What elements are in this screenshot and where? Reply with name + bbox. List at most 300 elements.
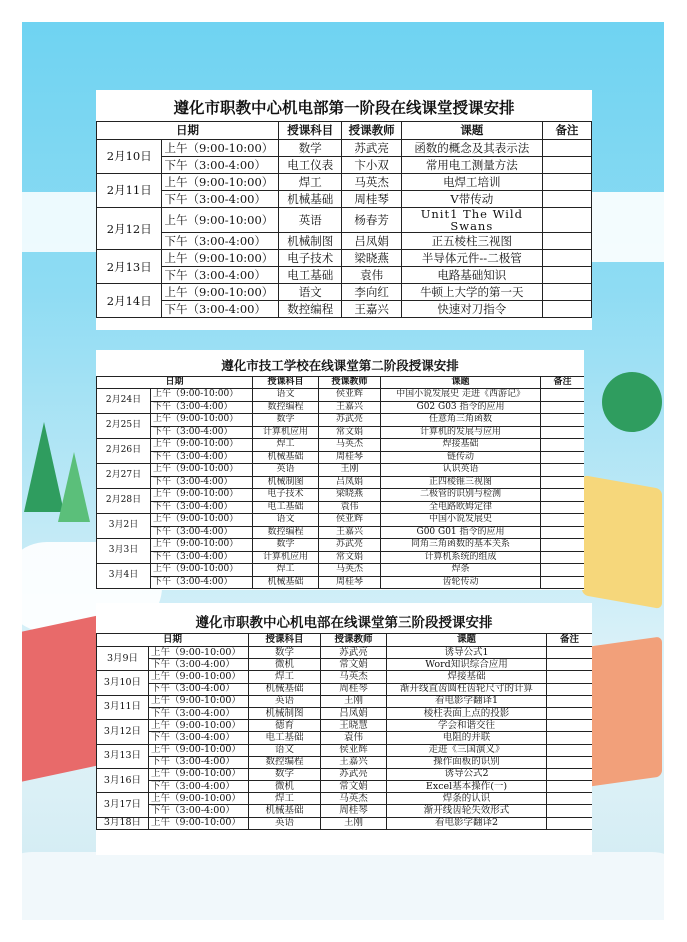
time-cell: 下午（3:00-4:00） (151, 501, 253, 514)
tree-decoration (602, 372, 662, 432)
teacher-cell: 周桂琴 (342, 191, 401, 208)
topic-cell: 计算机的发展与应用 (381, 426, 541, 439)
topic-cell: 正四棱锥三视图 (381, 476, 541, 489)
subject-cell: 英语 (279, 208, 342, 233)
date-cell: 3月3日 (97, 539, 151, 564)
note-cell (542, 284, 591, 301)
note-cell (547, 671, 592, 683)
sheet-title: 遵化市职教中心机电部在线课堂第三阶段授课安排 (195, 615, 493, 631)
topic-cell: 同角三角函数的基本关系 (381, 539, 541, 552)
date-cell: 3月16日 (97, 768, 149, 792)
subject-cell: 数学 (279, 140, 342, 157)
note-cell (541, 576, 584, 589)
subject-cell: 微机 (249, 781, 321, 793)
table-row (97, 140, 592, 157)
topic-cell: 电路基础知识 (401, 267, 542, 284)
table-row (97, 284, 592, 301)
date-cell: 2月27日 (97, 464, 151, 489)
note-cell (547, 720, 592, 732)
note-cell (547, 647, 592, 659)
date-cell: 3月18日 (97, 817, 149, 829)
time-cell: 下午（3:00-4:00） (151, 476, 253, 489)
note-cell (542, 250, 591, 267)
note-cell (541, 414, 584, 427)
subject-cell: 机械基础 (249, 683, 321, 695)
subject-cell: 焊工 (253, 439, 319, 452)
table-row (97, 732, 593, 744)
topic-cell: 齿轮传动 (381, 576, 541, 589)
teacher-cell: 袁伟 (342, 267, 401, 284)
teacher-cell: 袁伟 (319, 501, 381, 514)
schedule-sheet-phase-1 (96, 90, 592, 330)
topic-cell: 走进《三国演义》 (387, 744, 547, 756)
time-cell: 上午（9:00-10:00） (151, 489, 253, 502)
teacher-cell: 常文娟 (319, 426, 381, 439)
table-row (97, 551, 585, 564)
table-row (97, 191, 592, 208)
teacher-cell: 王刚 (321, 695, 387, 707)
subject-cell: 数控编程 (249, 756, 321, 768)
time-cell: 下午（3:00-4:00） (149, 659, 249, 671)
table-row (97, 720, 593, 732)
header-note: 备注 (542, 122, 591, 140)
topic-cell: 电焊工培训 (401, 174, 542, 191)
topic-cell: 操作面板的识别 (387, 756, 547, 768)
teacher-cell: 常文娟 (321, 781, 387, 793)
note-cell (541, 526, 584, 539)
teacher-cell: 王刚 (319, 464, 381, 477)
table-row (97, 793, 593, 805)
time-cell: 上午（9:00-10:00） (149, 793, 249, 805)
header-topic: 课题 (381, 377, 541, 389)
teacher-cell: 卞小双 (342, 157, 401, 174)
teacher-cell: 常文娟 (319, 551, 381, 564)
teacher-cell: 周桂琴 (321, 683, 387, 695)
note-cell (541, 439, 584, 452)
note-cell (547, 683, 592, 695)
table-header-row (97, 122, 592, 140)
time-cell: 上午（9:00-10:00） (162, 208, 279, 233)
teacher-cell: 马英杰 (319, 439, 381, 452)
header-note: 备注 (547, 634, 592, 647)
topic-cell: 二极管的识别与检测 (381, 489, 541, 502)
note-cell (541, 389, 584, 402)
teacher-cell: 苏武亮 (321, 647, 387, 659)
teacher-cell: 苏武亮 (319, 539, 381, 552)
header-subject: 授课科目 (249, 634, 321, 647)
note-cell (547, 732, 592, 744)
table-row (97, 233, 592, 250)
subject-cell: 电子技术 (253, 489, 319, 502)
note-cell (542, 140, 591, 157)
subject-cell: 数控编程 (253, 401, 319, 414)
topic-cell: 函数的概念及其表示法 (401, 140, 542, 157)
schedule-table (96, 121, 592, 318)
time-cell: 上午（9:00-10:00） (151, 414, 253, 427)
topic-cell: 渐开线齿轮失效形式 (387, 805, 547, 817)
topic-cell: G02 G03 指令的应用 (381, 401, 541, 414)
table-row (97, 401, 585, 414)
sheet-title: 遵化市技工学校在线课堂第二阶段授课安排 (221, 358, 459, 373)
topic-cell: G00 G01 指令的应用 (381, 526, 541, 539)
teacher-cell: 侯亚辉 (319, 389, 381, 402)
note-cell (542, 191, 591, 208)
sheet-title: 遵化市职教中心机电部第一阶段在线课堂授课安排 (173, 98, 515, 117)
teacher-cell: 常文娟 (321, 659, 387, 671)
table-header-row (97, 634, 593, 647)
book-decoration (582, 636, 662, 787)
note-cell (547, 744, 592, 756)
note-cell (541, 426, 584, 439)
note-cell (547, 695, 592, 707)
time-cell: 下午（3:00-4:00） (151, 576, 253, 589)
table-row (97, 514, 585, 527)
subject-cell: 电工基础 (279, 267, 342, 284)
time-cell: 上午（9:00-10:00） (149, 768, 249, 780)
subject-cell: 英语 (253, 464, 319, 477)
time-cell: 下午（3:00-4:00） (151, 401, 253, 414)
time-cell: 上午（9:00-10:00） (149, 817, 249, 829)
topic-cell: 学会和谐交往 (387, 720, 547, 732)
table-row (97, 501, 585, 514)
subject-cell: 微机 (249, 659, 321, 671)
subject-cell: 英语 (249, 695, 321, 707)
note-cell (541, 501, 584, 514)
subject-cell: 数控编程 (253, 526, 319, 539)
header-subject: 授课科目 (253, 377, 319, 389)
time-cell: 下午（3:00-4:00） (149, 683, 249, 695)
note-cell (542, 208, 591, 233)
time-cell: 上午（9:00-10:00） (149, 744, 249, 756)
teacher-cell: 苏武亮 (319, 414, 381, 427)
subject-cell: 焊工 (253, 564, 319, 577)
subject-cell: 电工仪表 (279, 157, 342, 174)
table-row (97, 250, 592, 267)
teacher-cell: 马英杰 (321, 671, 387, 683)
note-cell (541, 539, 584, 552)
table-row (97, 489, 585, 502)
topic-cell: 计算机系统的组成 (381, 551, 541, 564)
table-header-row (97, 377, 585, 389)
time-cell: 下午（3:00-4:00） (162, 233, 279, 250)
date-cell: 3月11日 (97, 695, 149, 719)
schedule-sheet-phase-2 (96, 350, 584, 590)
date-cell: 3月12日 (97, 720, 149, 744)
teacher-cell: 马英杰 (319, 564, 381, 577)
teacher-cell: 王嘉兴 (319, 401, 381, 414)
table-row (97, 157, 592, 174)
header-subject: 授课科目 (279, 122, 342, 140)
subject-cell: 语文 (279, 284, 342, 301)
subject-cell: 计算机应用 (253, 426, 319, 439)
time-cell: 下午（3:00-4:00） (151, 526, 253, 539)
subject-cell: 德育 (249, 720, 321, 732)
note-cell (541, 464, 584, 477)
note-cell (541, 476, 584, 489)
subject-cell: 电工基础 (249, 732, 321, 744)
teacher-cell: 苏武亮 (321, 768, 387, 780)
teacher-cell: 杨春芳 (342, 208, 401, 233)
subject-cell: 语文 (253, 514, 319, 527)
topic-cell: 链传动 (381, 451, 541, 464)
date-cell: 3月10日 (97, 671, 149, 695)
header-teacher: 授课教师 (319, 377, 381, 389)
table-row (97, 576, 585, 589)
time-cell: 下午（3:00-4:00） (151, 426, 253, 439)
table-row (97, 744, 593, 756)
teacher-cell: 周桂琴 (319, 576, 381, 589)
header-topic: 课题 (387, 634, 547, 647)
note-cell (541, 564, 584, 577)
table-row (97, 208, 592, 233)
table-row (97, 695, 593, 707)
teacher-cell: 王嘉兴 (321, 756, 387, 768)
subject-cell: 数控编程 (279, 301, 342, 318)
teacher-cell: 袁伟 (321, 732, 387, 744)
note-cell (541, 551, 584, 564)
time-cell: 下午（3:00-4:00） (149, 805, 249, 817)
note-cell (541, 451, 584, 464)
note-cell (542, 174, 591, 191)
teacher-cell: 周桂琴 (321, 805, 387, 817)
topic-cell: 牛顿上大学的第一天 (401, 284, 542, 301)
teacher-cell: 侯亚辉 (321, 744, 387, 756)
time-cell: 下午（3:00-4:00） (162, 191, 279, 208)
teacher-cell: 王嘉兴 (319, 526, 381, 539)
date-cell: 3月2日 (97, 514, 151, 539)
teacher-cell: 王嘉兴 (342, 301, 401, 318)
subject-cell: 焊工 (249, 793, 321, 805)
subject-cell: 焊工 (249, 671, 321, 683)
note-cell (547, 707, 592, 719)
note-cell (547, 659, 592, 671)
table-row (97, 267, 592, 284)
note-cell (542, 267, 591, 284)
time-cell: 上午（9:00-10:00） (162, 250, 279, 267)
date-cell: 2月11日 (97, 174, 162, 208)
teacher-cell: 马英杰 (321, 793, 387, 805)
header-date: 日期 (97, 634, 249, 647)
subject-cell: 机械基础 (253, 451, 319, 464)
teacher-cell: 侯亚辉 (319, 514, 381, 527)
topic-cell: 全电路欧姆定律 (381, 501, 541, 514)
header-teacher: 授课教师 (342, 122, 401, 140)
table-row (97, 464, 585, 477)
table-row (97, 768, 593, 780)
date-cell: 2月10日 (97, 140, 162, 174)
teacher-cell: 吕凤娟 (321, 707, 387, 719)
table-row (97, 476, 585, 489)
note-cell (542, 233, 591, 250)
topic-cell: 看电影学翻译2 (387, 817, 547, 829)
time-cell: 上午（9:00-10:00） (162, 140, 279, 157)
note-cell (542, 301, 591, 318)
table-row (97, 683, 593, 695)
teacher-cell: 吕凤娟 (342, 233, 401, 250)
subject-cell: 数学 (249, 647, 321, 659)
topic-cell: Unit1 The Wild Swans (401, 208, 542, 233)
table-row (97, 707, 593, 719)
topic-cell: Excel基本操作(一) (387, 781, 547, 793)
subject-cell: 焊工 (279, 174, 342, 191)
topic-cell: 任意角三角函数 (381, 414, 541, 427)
topic-cell: 渐开线直齿圆柱齿轮尺寸的计算 (387, 683, 547, 695)
table-row (97, 451, 585, 464)
header-topic: 课题 (401, 122, 542, 140)
time-cell: 上午（9:00-10:00） (149, 695, 249, 707)
topic-cell: 焊条的认识 (387, 793, 547, 805)
topic-cell: 中国小说发展史 走进《西游记》 (381, 389, 541, 402)
table-row (97, 301, 592, 318)
date-cell: 3月9日 (97, 647, 149, 671)
table-body (97, 647, 593, 830)
time-cell: 上午（9:00-10:00） (162, 174, 279, 191)
note-cell (547, 756, 592, 768)
date-cell: 3月13日 (97, 744, 149, 768)
note-cell (547, 817, 592, 829)
topic-cell: 半导体元件--二极管 (401, 250, 542, 267)
topic-cell: 认识英语 (381, 464, 541, 477)
subject-cell: 数学 (249, 768, 321, 780)
table-row (97, 174, 592, 191)
subject-cell: 机械基础 (253, 576, 319, 589)
topic-cell: 焊接基础 (387, 671, 547, 683)
time-cell: 下午（3:00-4:00） (162, 267, 279, 284)
table-row (97, 439, 585, 452)
note-cell (541, 401, 584, 414)
time-cell: 上午（9:00-10:00） (162, 284, 279, 301)
subject-cell: 数学 (253, 414, 319, 427)
book-decoration (582, 475, 662, 609)
time-cell: 下午（3:00-4:00） (162, 301, 279, 318)
table-row (97, 389, 585, 402)
table-row (97, 781, 593, 793)
table-row (97, 426, 585, 439)
teacher-cell: 周桂琴 (319, 451, 381, 464)
subject-cell: 英语 (249, 817, 321, 829)
teacher-cell: 王刚 (321, 817, 387, 829)
topic-cell: 棱柱表面上点的投影 (387, 707, 547, 719)
subject-cell: 机械制图 (253, 476, 319, 489)
teacher-cell: 梁晓燕 (342, 250, 401, 267)
topic-cell: 诱导公式1 (387, 647, 547, 659)
table-row (97, 539, 585, 552)
header-date: 日期 (97, 377, 253, 389)
subject-cell: 机械基础 (279, 191, 342, 208)
time-cell: 上午（9:00-10:00） (151, 564, 253, 577)
time-cell: 上午（9:00-10:00） (151, 389, 253, 402)
teacher-cell: 苏武亮 (342, 140, 401, 157)
topic-cell: 焊条 (381, 564, 541, 577)
date-cell: 3月4日 (97, 564, 151, 589)
time-cell: 上午（9:00-10:00） (151, 539, 253, 552)
topic-cell: 正五棱柱三视图 (401, 233, 542, 250)
table-body (97, 140, 592, 318)
note-cell (547, 793, 592, 805)
topic-cell: Word知识综合应用 (387, 659, 547, 671)
date-cell: 2月14日 (97, 284, 162, 318)
tree-decoration (58, 452, 90, 522)
topic-cell: V带传动 (401, 191, 542, 208)
teacher-cell: 王晓慧 (321, 720, 387, 732)
topic-cell: 诱导公式2 (387, 768, 547, 780)
topic-cell: 焊接基础 (381, 439, 541, 452)
note-cell (547, 805, 592, 817)
table-row (97, 817, 593, 829)
time-cell: 上午（9:00-10:00） (151, 514, 253, 527)
note-cell (542, 157, 591, 174)
time-cell: 下午（3:00-4:00） (149, 732, 249, 744)
note-cell (547, 781, 592, 793)
subject-cell: 语文 (253, 389, 319, 402)
table-row (97, 526, 585, 539)
time-cell: 上午（9:00-10:00） (149, 720, 249, 732)
table-row (97, 756, 593, 768)
schedule-table (96, 376, 584, 589)
header-note: 备注 (541, 377, 584, 389)
teacher-cell: 李向红 (342, 284, 401, 301)
date-cell: 3月17日 (97, 793, 149, 817)
date-cell: 2月12日 (97, 208, 162, 250)
note-cell (541, 489, 584, 502)
subject-cell: 数学 (253, 539, 319, 552)
topic-cell: 电阻的并联 (387, 732, 547, 744)
date-cell: 2月26日 (97, 439, 151, 464)
table-row (97, 414, 585, 427)
subject-cell: 语文 (249, 744, 321, 756)
subject-cell: 电子技术 (279, 250, 342, 267)
teacher-cell: 吕凤娟 (319, 476, 381, 489)
topic-cell: 快速对刀指令 (401, 301, 542, 318)
table-row (97, 647, 593, 659)
table-row (97, 564, 585, 577)
header-date: 日期 (97, 122, 279, 140)
schedule-sheet-phase-3 (96, 603, 592, 855)
cloud-decoration (22, 852, 664, 920)
subject-cell: 机械制图 (249, 707, 321, 719)
date-cell: 2月25日 (97, 414, 151, 439)
subject-cell: 计算机应用 (253, 551, 319, 564)
subject-cell: 机械制图 (279, 233, 342, 250)
time-cell: 下午（3:00-4:00） (149, 707, 249, 719)
time-cell: 上午（9:00-10:00） (149, 671, 249, 683)
time-cell: 上午（9:00-10:00） (149, 647, 249, 659)
date-cell: 2月13日 (97, 250, 162, 284)
note-cell (541, 514, 584, 527)
topic-cell: 看电影学翻译1 (387, 695, 547, 707)
time-cell: 下午（3:00-4:00） (151, 451, 253, 464)
schedule-table (96, 633, 592, 830)
table-row (97, 805, 593, 817)
teacher-cell: 马英杰 (342, 174, 401, 191)
table-body (97, 389, 585, 589)
time-cell: 下午（3:00-4:00） (149, 781, 249, 793)
teacher-cell: 梁晓燕 (319, 489, 381, 502)
time-cell: 上午（9:00-10:00） (151, 464, 253, 477)
time-cell: 上午（9:00-10:00） (151, 439, 253, 452)
subject-cell: 电工基础 (253, 501, 319, 514)
topic-cell: 中国小说发展史 (381, 514, 541, 527)
time-cell: 下午（3:00-4:00） (149, 756, 249, 768)
note-cell (547, 768, 592, 780)
time-cell: 下午（3:00-4:00） (162, 157, 279, 174)
table-row (97, 659, 593, 671)
time-cell: 下午（3:00-4:00） (151, 551, 253, 564)
date-cell: 2月28日 (97, 489, 151, 514)
table-row (97, 671, 593, 683)
date-cell: 2月24日 (97, 389, 151, 414)
topic-cell: 常用电工测量方法 (401, 157, 542, 174)
